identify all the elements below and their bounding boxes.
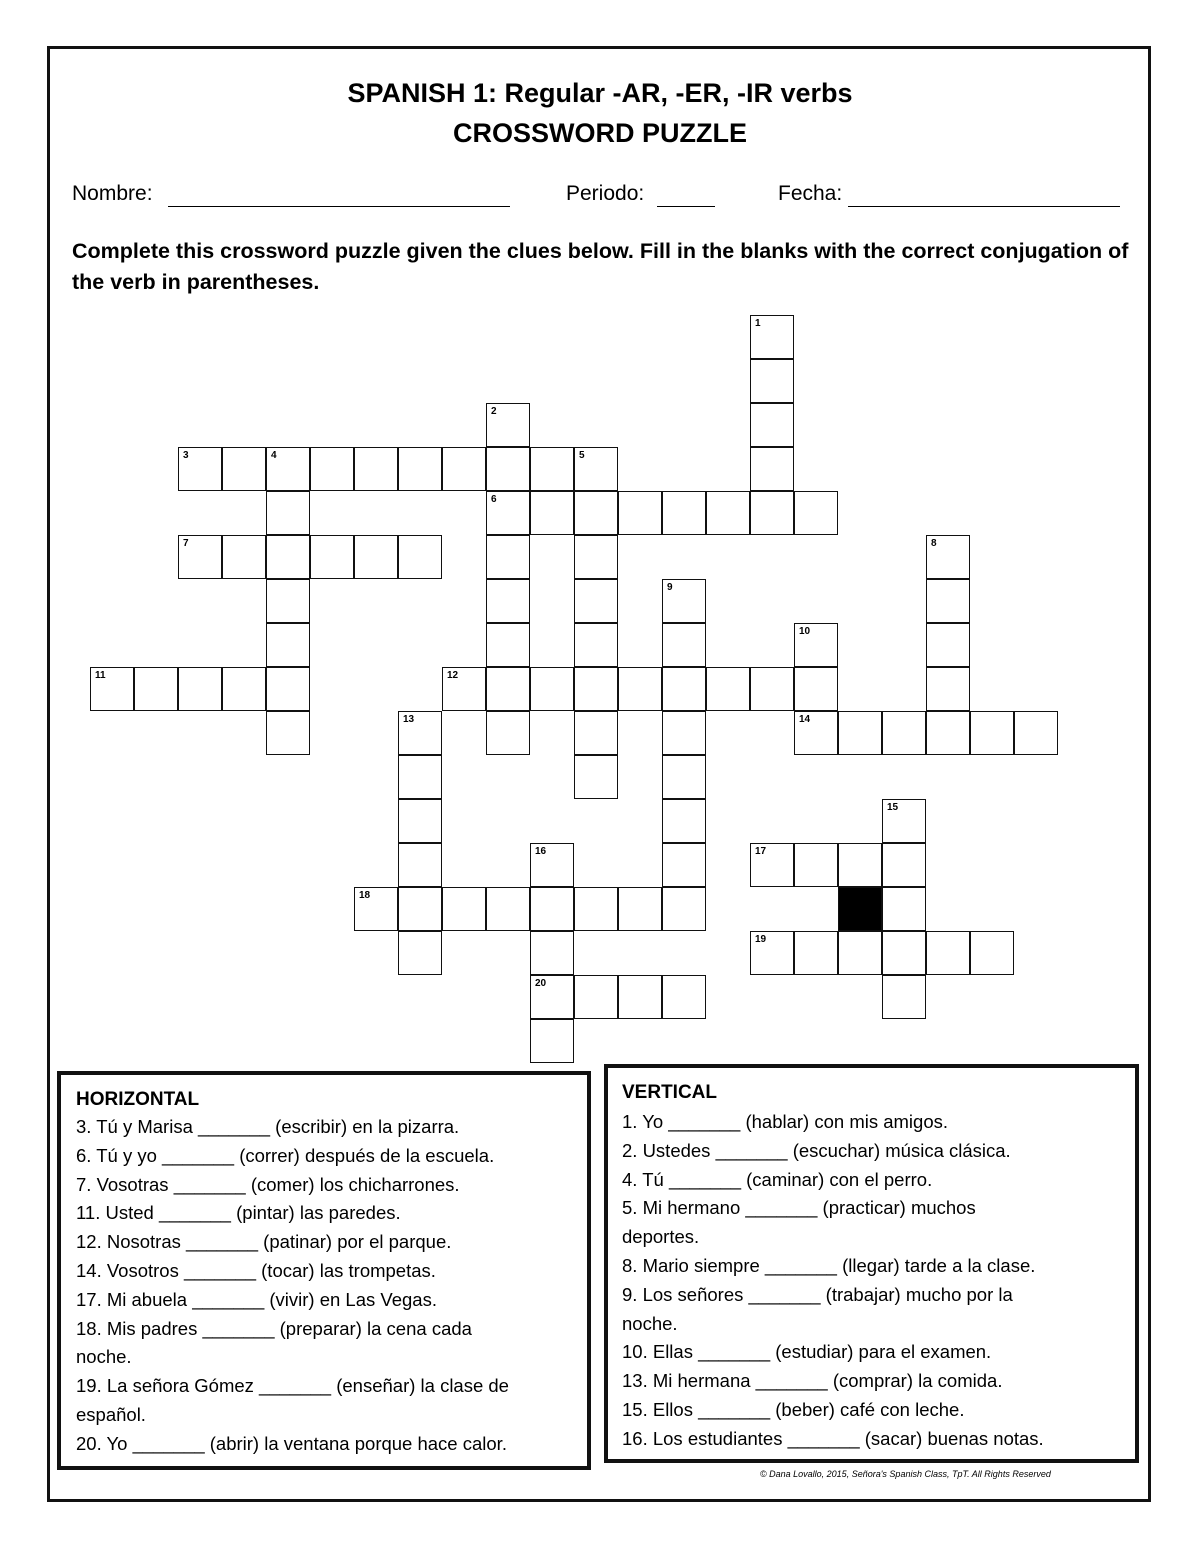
crossword-cell[interactable] xyxy=(354,887,398,931)
crossword-cell[interactable] xyxy=(618,491,662,535)
crossword-cell[interactable] xyxy=(486,491,530,535)
crossword-cell[interactable] xyxy=(574,535,618,579)
crossword-cell[interactable] xyxy=(266,491,310,535)
cell-number: 18 xyxy=(359,890,371,901)
crossword-cell[interactable] xyxy=(442,447,486,491)
crossword-block xyxy=(838,887,882,931)
crossword-cell[interactable] xyxy=(882,931,926,975)
crossword-cell[interactable] xyxy=(618,887,662,931)
cell-number: 19 xyxy=(755,934,767,945)
horizontal-clue: noche. xyxy=(76,1346,132,1368)
horizontal-clue: 7. Vosotras _______ (comer) los chicharrones. xyxy=(76,1173,460,1195)
vertical-clue: 10. Ellas _______ (estudiar) para el examen. xyxy=(622,1341,992,1363)
crossword-cell[interactable] xyxy=(486,535,530,579)
instructions: Complete this crossword puzzle given the clues below. Fill in the blanks with the correct conjugation of the verb in parentheses. xyxy=(72,239,1129,294)
horizontal-clue: 6. Tú y yo _______ (correr) después de la escuela. xyxy=(76,1144,495,1166)
crossword-cell[interactable] xyxy=(662,667,706,711)
horizontal-clue: 14. Vosotros _______ (tocar) las trompetas. xyxy=(76,1259,436,1281)
crossword-cell[interactable] xyxy=(574,447,618,491)
crossword-cell[interactable] xyxy=(486,579,530,623)
crossword-cell[interactable] xyxy=(178,667,222,711)
crossword-cell[interactable] xyxy=(442,667,486,711)
crossword-cell[interactable] xyxy=(882,711,926,755)
crossword-cell[interactable] xyxy=(530,447,574,491)
crossword-cell[interactable] xyxy=(442,887,486,931)
crossword-cell[interactable] xyxy=(926,623,970,667)
cell-number: 15 xyxy=(887,802,899,813)
crossword-cell[interactable] xyxy=(266,667,310,711)
horizontal-clue: español. xyxy=(76,1403,146,1425)
crossword-cell[interactable] xyxy=(530,931,574,975)
crossword-cell[interactable] xyxy=(398,887,442,931)
horizontal-clue: 3. Tú y Marisa _______ (escribir) en la pizarra. xyxy=(76,1116,460,1137)
crossword-cell[interactable] xyxy=(794,491,838,535)
horizontal-clue: 19. La señora Gómez _______ (enseñar) la clase de xyxy=(76,1375,509,1397)
date-label: Fecha: xyxy=(778,182,843,205)
vertical-clue-list xyxy=(622,1108,1044,1454)
crossword-cell[interactable] xyxy=(486,403,530,447)
crossword-cell[interactable] xyxy=(266,535,310,579)
crossword-cell[interactable] xyxy=(750,315,794,359)
cell-number: 14 xyxy=(799,714,811,725)
crossword-cell[interactable] xyxy=(1014,711,1058,755)
horizontal-clue: 17. Mi abuela _______ (vivir) en Las Vegas. xyxy=(76,1288,437,1310)
crossword-cell[interactable] xyxy=(90,667,134,711)
crossword-cell[interactable] xyxy=(882,843,926,887)
crossword-cell[interactable] xyxy=(178,447,222,491)
horizontal-clues-box xyxy=(57,1071,591,1470)
crossword-cell[interactable] xyxy=(398,447,442,491)
crossword-cell[interactable] xyxy=(750,931,794,975)
horizontal-clue: 20. Yo _______ (abrir) la ventana porque hace calor. xyxy=(76,1432,507,1454)
vertical-clue: 4. Tú _______ (caminar) con el perro. xyxy=(622,1168,933,1190)
crossword-cell[interactable] xyxy=(530,1019,574,1063)
crossword-cell[interactable] xyxy=(794,711,838,755)
vertical-clue: 1. Yo _______ (hablar) con mis amigos. xyxy=(622,1111,949,1132)
cell-number: 6 xyxy=(491,494,497,505)
crossword-cell[interactable] xyxy=(398,755,442,799)
horizontal-clue: 18. Mis padres _______ (preparar) la cena cada xyxy=(76,1317,472,1339)
horizontal-clue-list xyxy=(76,1113,509,1459)
cell-number: 5 xyxy=(579,450,585,461)
period-label: Periodo: xyxy=(566,182,645,205)
cell-number: 11 xyxy=(95,670,106,681)
crossword-cell[interactable] xyxy=(618,667,662,711)
crossword-cell[interactable] xyxy=(178,535,222,579)
crossword-cell[interactable] xyxy=(662,711,706,755)
cell-number: 13 xyxy=(403,714,415,725)
crossword-cell[interactable] xyxy=(398,535,442,579)
vertical-clue: 9. Los señores _______ (trabajar) mucho por la xyxy=(622,1283,1013,1305)
crossword-cell[interactable] xyxy=(750,491,794,535)
crossword-cell[interactable] xyxy=(574,491,618,535)
crossword-cell[interactable] xyxy=(926,667,970,711)
crossword-cell[interactable] xyxy=(838,711,882,755)
crossword-cell[interactable] xyxy=(662,887,706,931)
crossword-cell[interactable] xyxy=(662,755,706,799)
copyright-notice: © Dana Lovallo, 2015, Señora's Spanish Class, TpT. All Rights Reserved xyxy=(760,1469,1051,1479)
page-subtitle: CROSSWORD PUZZLE xyxy=(453,118,747,148)
crossword-cell[interactable] xyxy=(530,887,574,931)
crossword-cell[interactable] xyxy=(486,711,530,755)
crossword-cell[interactable] xyxy=(662,491,706,535)
crossword-cell[interactable] xyxy=(662,579,706,623)
crossword-cell[interactable] xyxy=(222,447,266,491)
crossword-cell[interactable] xyxy=(750,447,794,491)
vertical-heading: VERTICAL xyxy=(622,1082,717,1103)
crossword-cell[interactable] xyxy=(134,667,178,711)
crossword-cell[interactable] xyxy=(486,623,530,667)
crossword-cell[interactable] xyxy=(266,447,310,491)
crossword-cell[interactable] xyxy=(486,667,530,711)
cell-number: 16 xyxy=(535,846,547,857)
crossword-cell[interactable] xyxy=(750,403,794,447)
crossword-cell[interactable] xyxy=(486,887,530,931)
crossword-cell[interactable] xyxy=(266,579,310,623)
crossword-cell[interactable] xyxy=(794,623,838,667)
crossword-cell[interactable] xyxy=(662,843,706,887)
crossword-cell[interactable] xyxy=(574,623,618,667)
crossword-cell[interactable] xyxy=(310,535,354,579)
crossword-cell[interactable] xyxy=(970,711,1014,755)
crossword-cell[interactable] xyxy=(574,755,618,799)
crossword-cell[interactable] xyxy=(794,667,838,711)
crossword-cell[interactable] xyxy=(970,931,1014,975)
crossword-cell[interactable] xyxy=(750,359,794,403)
cell-number: 20 xyxy=(535,978,547,989)
cell-number: 7 xyxy=(183,538,189,549)
crossword-cell[interactable] xyxy=(706,667,750,711)
vertical-clue: 2. Ustedes _______ (escuchar) música clásica. xyxy=(622,1139,1011,1161)
crossword-cell[interactable] xyxy=(838,843,882,887)
crossword-cell[interactable] xyxy=(926,579,970,623)
vertical-clue: 8. Mario siempre _______ (llegar) tarde a la clase. xyxy=(622,1254,1036,1276)
crossword-cell[interactable] xyxy=(398,843,442,887)
crossword-cell[interactable] xyxy=(530,491,574,535)
cell-number: 1 xyxy=(755,318,761,329)
crossword-cell[interactable] xyxy=(882,975,926,1019)
crossword-cell[interactable] xyxy=(838,931,882,975)
crossword-cell[interactable] xyxy=(662,975,706,1019)
vertical-clues-box xyxy=(604,1064,1139,1463)
cell-number: 9 xyxy=(667,582,673,593)
cell-number: 17 xyxy=(755,846,767,857)
vertical-clue: 13. Mi hermana _______ (comprar) la comida. xyxy=(622,1370,1003,1392)
crossword-cell[interactable] xyxy=(574,711,618,755)
cell-number: 2 xyxy=(491,406,497,417)
name-label: Nombre: xyxy=(72,182,153,205)
horizontal-clue: 12. Nosotras _______ (patinar) por el parque. xyxy=(76,1231,452,1253)
horizontal-clue: 11. Usted _______ (pintar) las paredes. xyxy=(76,1202,401,1224)
cell-number: 8 xyxy=(931,538,937,549)
vertical-clue: 16. Los estudiantes _______ (sacar) buenas notas. xyxy=(622,1427,1044,1449)
vertical-clue: noche. xyxy=(622,1312,678,1334)
crossword-cell[interactable] xyxy=(706,491,750,535)
cell-number: 4 xyxy=(271,450,277,461)
crossword-cell[interactable] xyxy=(222,535,266,579)
page-title: SPANISH 1: Regular -AR, -ER, -IR verbs xyxy=(347,78,853,108)
crossword-cell[interactable] xyxy=(794,843,838,887)
crossword-cell[interactable] xyxy=(530,843,574,887)
crossword-cell[interactable] xyxy=(750,667,794,711)
crossword-cell[interactable] xyxy=(398,799,442,843)
crossword-cell[interactable] xyxy=(398,711,442,755)
crossword-cell[interactable] xyxy=(398,931,442,975)
cell-number: 12 xyxy=(447,670,459,681)
crossword-cell[interactable] xyxy=(266,623,310,667)
crossword-cell[interactable] xyxy=(618,975,662,1019)
crossword-cell[interactable] xyxy=(266,711,310,755)
crossword-cell[interactable] xyxy=(530,975,574,1019)
crossword-cell[interactable] xyxy=(662,799,706,843)
vertical-clue: deportes. xyxy=(622,1226,700,1248)
cell-number: 3 xyxy=(183,450,189,461)
crossword-cell[interactable] xyxy=(354,535,398,579)
crossword-cell[interactable] xyxy=(926,711,970,755)
crossword-cell[interactable] xyxy=(574,667,618,711)
cell-number: 10 xyxy=(799,626,811,637)
crossword-cell[interactable] xyxy=(794,931,838,975)
crossword-cell[interactable] xyxy=(882,887,926,931)
horizontal-heading: HORIZONTAL xyxy=(76,1089,200,1110)
crossword-cell[interactable] xyxy=(662,623,706,667)
crossword-cell[interactable] xyxy=(926,931,970,975)
crossword-cell[interactable] xyxy=(926,535,970,579)
crossword-cell[interactable] xyxy=(574,579,618,623)
crossword-cell[interactable] xyxy=(310,447,354,491)
crossword-cell[interactable] xyxy=(354,447,398,491)
crossword-cell[interactable] xyxy=(750,843,794,887)
vertical-clue: 5. Mi hermano _______ (practicar) muchos xyxy=(622,1197,976,1219)
crossword-cell[interactable] xyxy=(574,975,618,1019)
crossword-cell[interactable] xyxy=(222,667,266,711)
crossword-cell[interactable] xyxy=(882,799,926,843)
vertical-clue: 15. Ellos _______ (beber) café con leche. xyxy=(622,1398,965,1420)
crossword-cell[interactable] xyxy=(574,887,618,931)
crossword-cell[interactable] xyxy=(530,667,574,711)
crossword-cell[interactable] xyxy=(486,447,530,491)
